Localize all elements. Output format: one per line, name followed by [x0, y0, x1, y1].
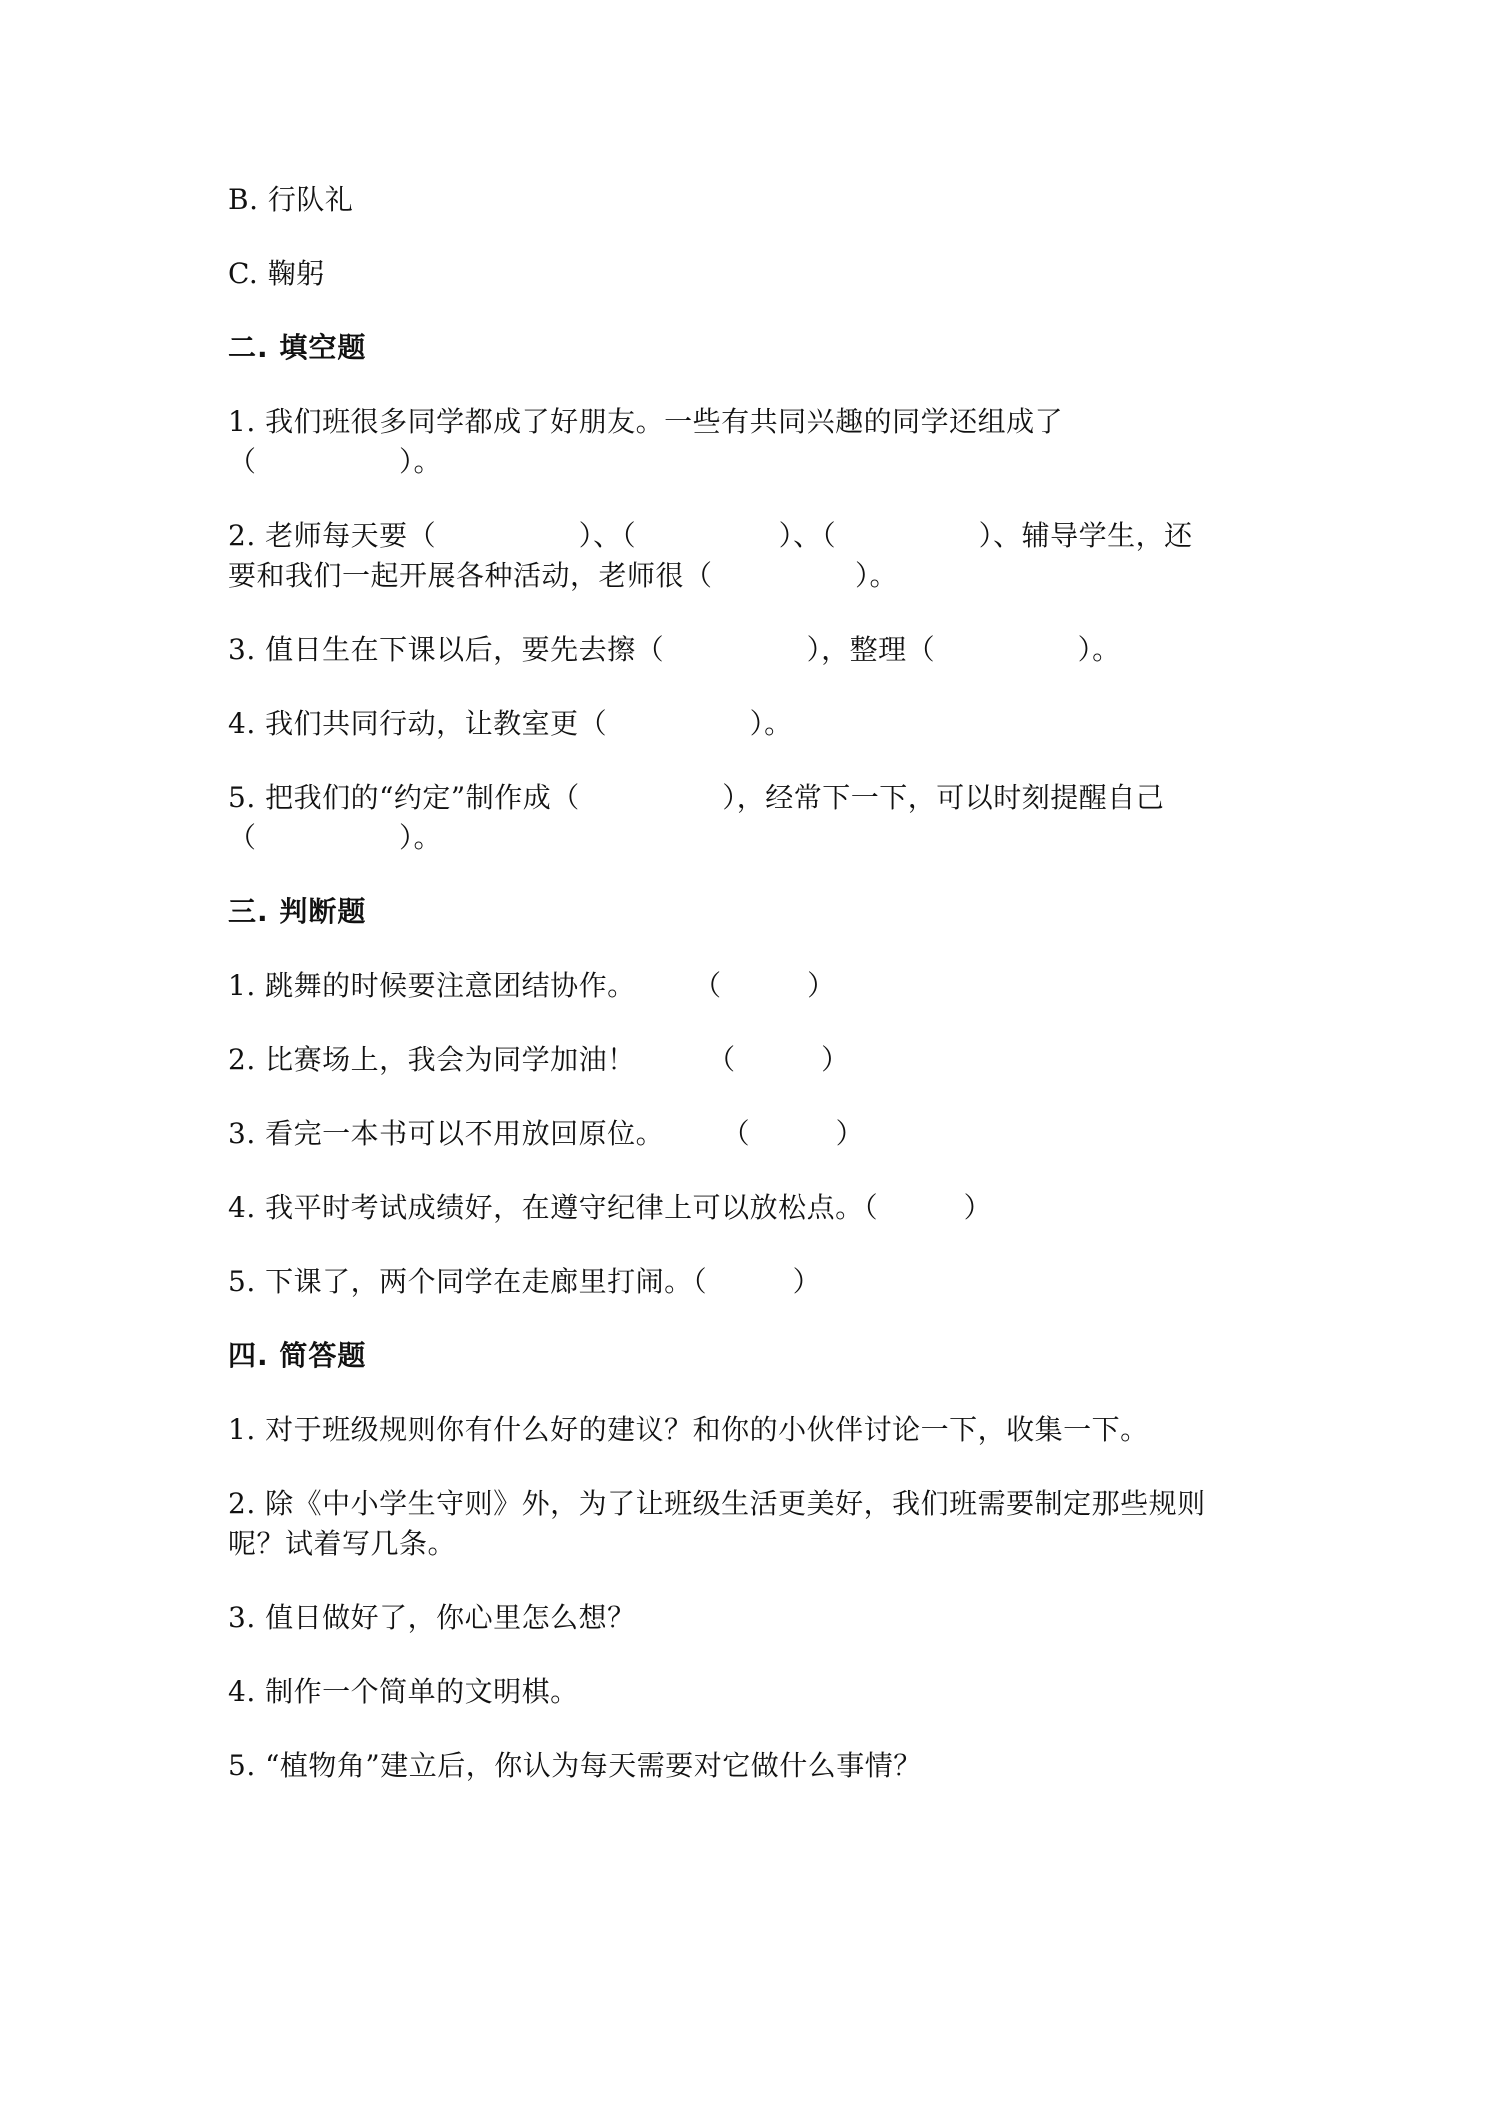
short-answer-q5: 5. “植物角”建立后，你认为每天需要对它做什么事情？ [228, 1749, 922, 1782]
judgment-q5: 5. 下课了，两个同学在走廊里打闹。（ ） [228, 1265, 822, 1298]
fill-blank-q2-line1: 2. 老师每天要（ ）、（ ）、（ ）、辅导学生，还 [228, 519, 1193, 552]
short-answer-q4: 4. 制作一个简单的文明棋。 [228, 1675, 579, 1708]
judgment-q2: 2. 比赛场上，我会为同学加油！ （ ） [228, 1043, 850, 1076]
judgment-q4: 4. 我平时考试成绩好，在遵守纪律上可以放松点。（ ） [228, 1191, 993, 1224]
short-answer-q1: 1. 对于班级规则你有什么好的建议？和你的小伙伴讨论一下，收集一下。 [228, 1413, 1149, 1446]
fill-blank-q4: 4. 我们共同行动，让教室更（ ）。 [228, 707, 793, 740]
judgment-q1: 1. 跳舞的时候要注意团结协作。 （ ） [228, 969, 836, 1002]
judgment-q3: 3. 看完一本书可以不用放回原位。 （ ） [228, 1117, 865, 1150]
judgment-heading: 三. 判断题 [228, 895, 367, 928]
short-answer-heading: 四. 简答题 [228, 1339, 367, 1372]
short-answer-q2-line1: 2. 除《中小学生守则》外，为了让班级生活更美好，我们班需要制定那些规则 [228, 1487, 1206, 1520]
fill-blank-q5-line1: 5. 把我们的“约定”制作成（ ），经常下一下，可以时刻提醒自己 [228, 781, 1165, 814]
fill-blank-q5-line2: （ ）。 [228, 821, 443, 854]
fill-blank-q1-line1: 1. 我们班很多同学都成了好朋友。一些有共同兴趣的同学还组成了 [228, 405, 1064, 438]
choice-option-c: C. 鞠躬 [228, 257, 325, 290]
short-answer-q3: 3. 值日做好了，你心里怎么想？ [228, 1601, 636, 1634]
fill-blank-q3: 3. 值日生在下课以后，要先去擦（ ），整理（ ）。 [228, 633, 1121, 666]
choice-option-b: B. 行队礼 [228, 183, 354, 216]
fill-blank-q2-line2: 要和我们一起开展各种活动，老师很（ ）。 [228, 559, 899, 592]
short-answer-q2-line2: 呢？试着写几条。 [228, 1527, 457, 1560]
fill-blank-heading: 二. 填空题 [228, 331, 367, 364]
fill-blank-q1-line2: （ ）。 [228, 445, 443, 478]
